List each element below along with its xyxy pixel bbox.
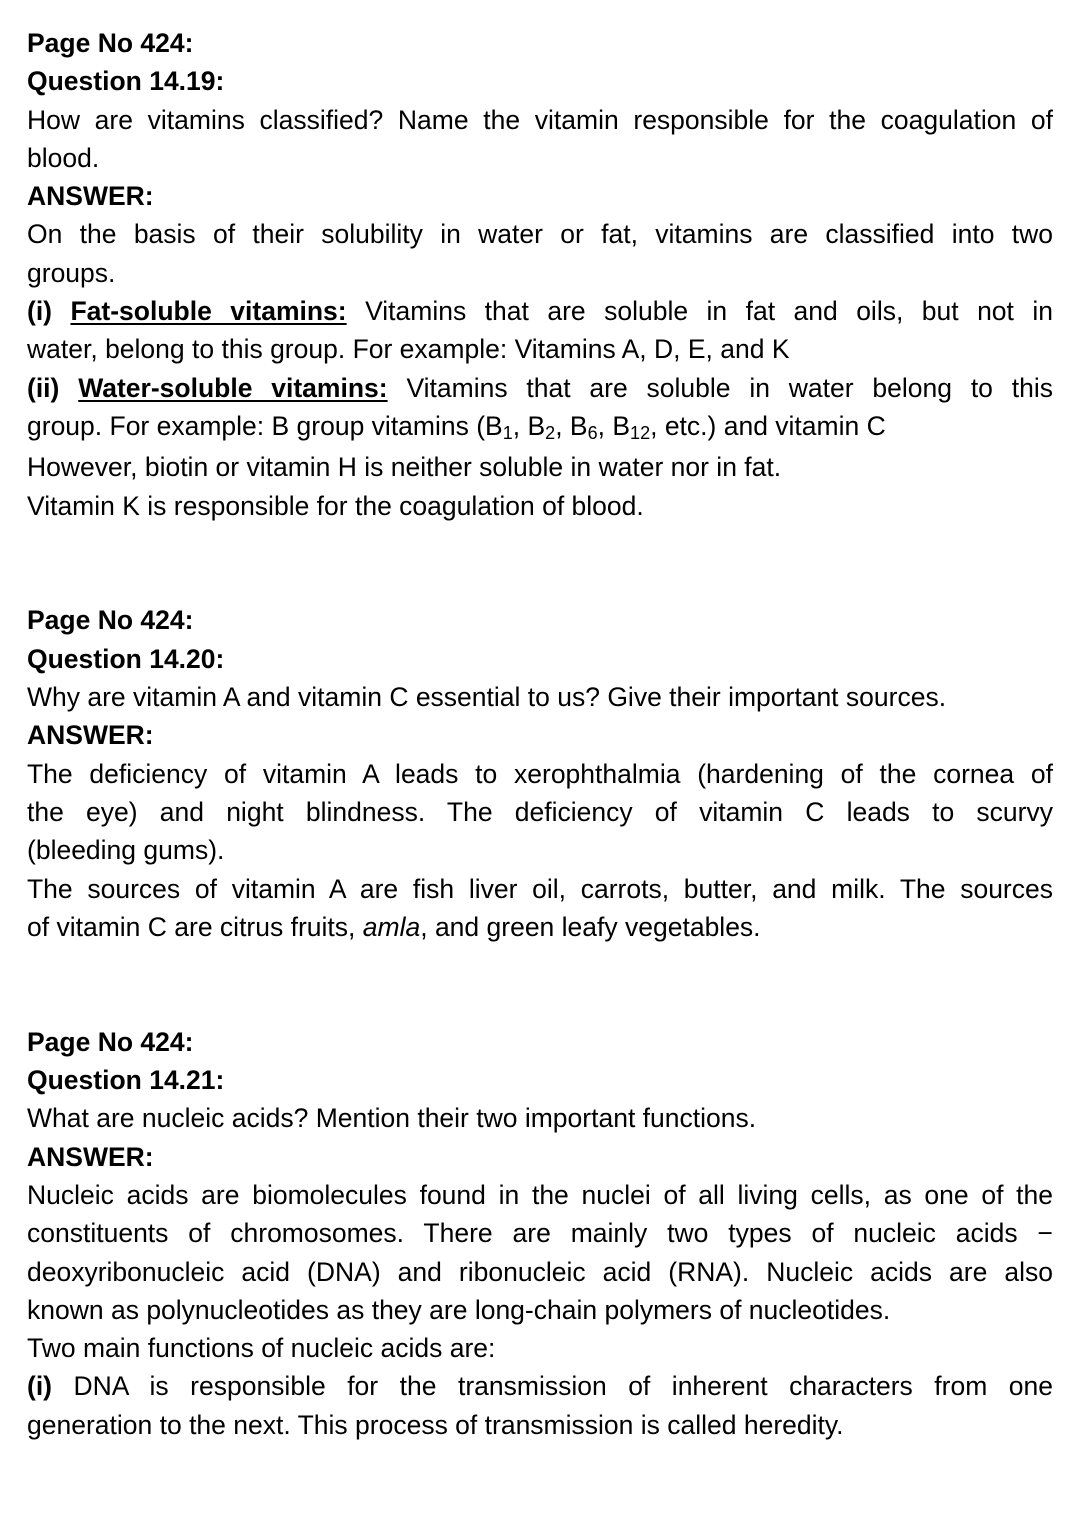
answer-text: (bleeding gums).	[27, 835, 225, 866]
section-spacer	[27, 946, 1053, 1023]
b-group-vitamins-line: group. For example: B group vitamins ($B_1$, $B_2$, $B_6$, $B_{12}$, etc.) and vitamin C	[27, 410, 886, 443]
answer-text: On the basis of their solubility in water or fat, vitamins are classified into two	[27, 219, 1053, 250]
question-text: Why are vitamin A and vitamin C essential to us? Give their important sources.	[27, 682, 947, 713]
question-text: blood.	[27, 142, 100, 173]
item-marker: (ii)	[27, 372, 60, 403]
answer-text: Nucleic acids are biomolecules found in the nuclei of all living cells, as one of the	[27, 1179, 1053, 1210]
fat-soluble-item	[27, 292, 1053, 330]
answer-text: known as polynucleotides as they are long-chain polymers of nucleotides.	[27, 1294, 891, 1325]
question-14-19-section	[27, 24, 1053, 525]
answer-text: deoxyribonucleic acid (DNA) and ribonucleic acid (RNA). Nucleic acids are also	[27, 1256, 1053, 1287]
answer-text: Vitamin K is responsible for the coagulation of blood.	[27, 490, 644, 521]
answer-label: ANSWER:	[27, 720, 154, 751]
item-text: DNA is responsible for the transmission of inherent characters from one	[73, 1371, 1053, 1402]
answer-text: generation to the next. This process of transmission is called heredity.	[27, 1409, 844, 1440]
answer-text: groups.	[27, 257, 116, 288]
function-item	[27, 1367, 1053, 1405]
question-14-20-section	[27, 601, 1053, 946]
question-text: What are nucleic acids? Mention their two important functions.	[27, 1103, 757, 1134]
question-text: How are vitamins classified? Name the vitamin responsible for the coagulation of	[27, 104, 1053, 135]
answer-text: constituents of chromosomes. There are mainly two types of nucleic acids −	[27, 1218, 1053, 1249]
answer-text: The deficiency of vitamin A leads to xerophthalmia (hardening of the cornea of	[27, 758, 1053, 789]
item-text: Vitamins that are soluble in water belong to this	[406, 372, 1053, 403]
water-soluble-item	[27, 369, 1053, 407]
page-number: Page No 424:	[27, 605, 194, 636]
subscript: 6	[587, 422, 598, 443]
subscript: 12	[630, 422, 651, 443]
page-number: Page No 424:	[27, 1026, 194, 1057]
question-14-21-section	[27, 1023, 1053, 1444]
item-text: Vitamins that are soluble in fat and oils, but not in	[365, 296, 1053, 327]
water-soluble-term: Water-soluble vitamins:	[78, 372, 388, 403]
item-marker: (i)	[27, 296, 53, 327]
subscript: 2	[545, 422, 556, 443]
answer-text: However, biotin or vitamin H is neither soluble in water nor in fat.	[27, 452, 782, 483]
answer-text: water, belong to this group. For example: Vitamins A, D, E, and K	[27, 334, 790, 365]
answer-text: The sources of vitamin A are fish liver oil, carrots, butter, and milk. The sources	[27, 873, 1053, 904]
item-marker: (i)	[27, 1371, 53, 1402]
page-number: Page No 424:	[27, 28, 194, 58]
amla-term: amla	[362, 911, 421, 942]
question-heading: Question 14.19:	[27, 66, 225, 97]
answer-label: ANSWER:	[27, 181, 154, 212]
answer-label: ANSWER:	[27, 1141, 154, 1172]
answer-text: the eye) and night blindness. The deficiency of vitamin C leads to scurvy	[27, 796, 1053, 827]
section-spacer	[27, 525, 1053, 602]
question-heading: Question 14.21:	[27, 1065, 225, 1096]
subscript: 1	[502, 422, 513, 443]
answer-text: Two main functions of nucleic acids are:	[27, 1333, 496, 1364]
fat-soluble-term: Fat-soluble vitamins:	[70, 296, 347, 327]
answer-text: of vitamin C are citrus fruits, amla, and green leafy vegetables.	[27, 911, 761, 942]
question-heading: Question 14.20:	[27, 643, 225, 674]
